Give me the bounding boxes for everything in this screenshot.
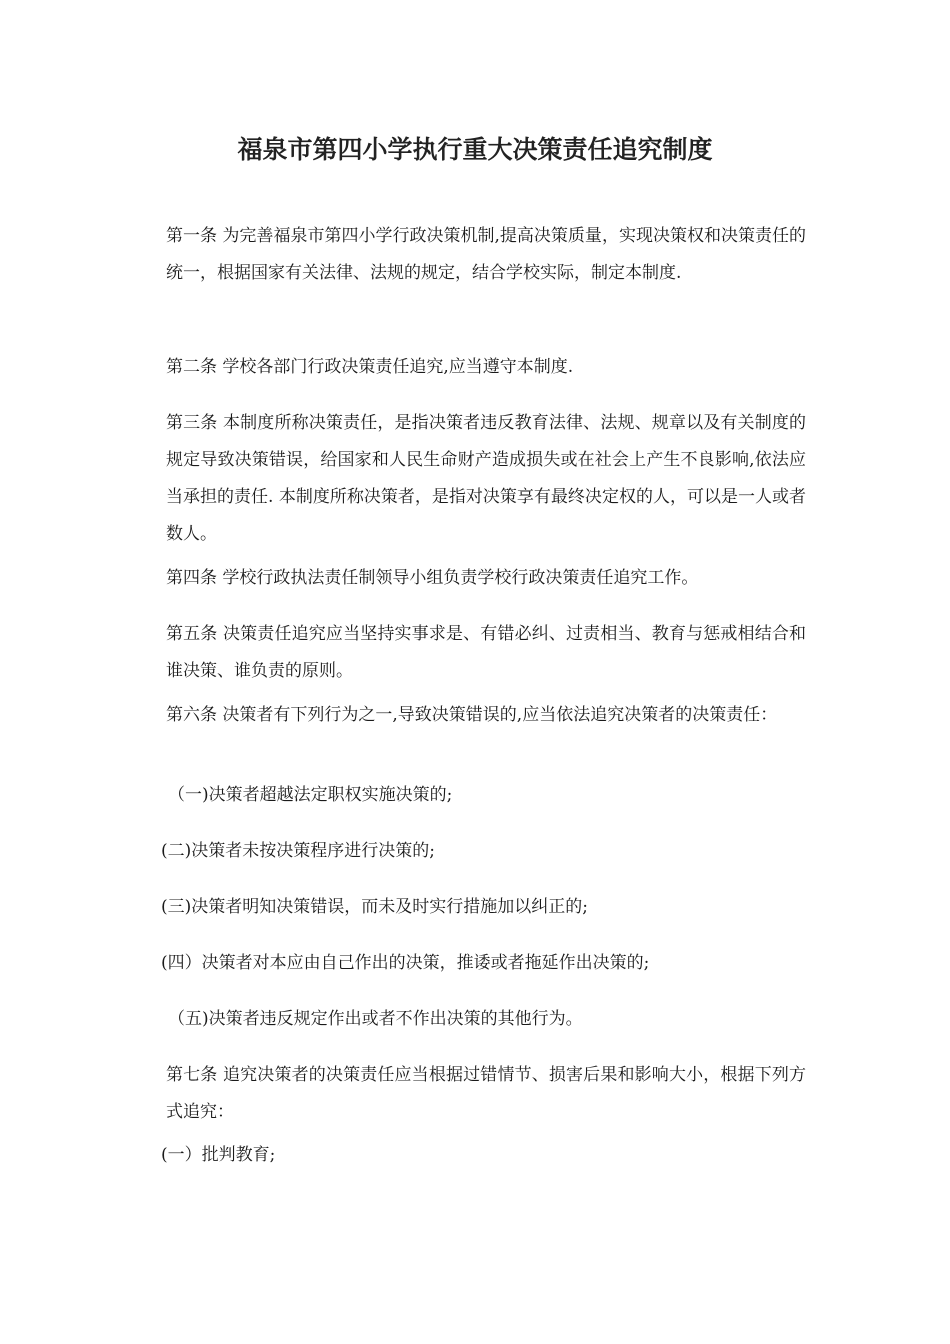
article-7-item-1: (一）批判教育; <box>161 1145 276 1165</box>
article-6-item-3: (三)决策者明知决策错误，而未及时实行措施加以纠正的; <box>161 897 588 917</box>
document-title: 福泉市第四小学执行重大决策责任追究制度 <box>237 135 713 164</box>
article-4: 第四条 学校行政执法责任制领导小组负责学校行政决策责任追究工作。 <box>166 568 699 588</box>
article-6-item-1: （一)决策者超越法定职权实施决策的; <box>168 785 453 805</box>
article-6-item-4: (四）决策者对本应由自己作出的决策，推诿或者拖延作出决策的; <box>161 953 650 973</box>
article-5: 第五条 决策责任追究应当坚持实事求是、有错必纠、过责相当、教育与惩戒相结合和谁决策、谁负责的原则。 <box>166 624 806 681</box>
article-6: 第六条 决策者有下列行为之一,导致决策错误的,应当依法追究决策者的决策责任： <box>166 705 778 725</box>
article-2: 第二条 学校各部门行政决策责任追究,应当遵守本制度. <box>166 357 574 377</box>
article-6-item-5: （五)决策者违反规定作出或者不作出决策的其他行为。 <box>168 1009 583 1029</box>
article-3: 第三条 本制度所称决策责任，是指决策者违反教育法律、法规、规章以及有关制度的规定导致决策错误，给国家和人民生命财产造成损失或在社会上产生不良影响,依法应当承担的责任. 本制度所称决策者，是指对决策享有最终决定权的人，可以是一人或者数人。 <box>166 413 806 544</box>
article-7: 第七条 追究决策者的决策责任应当根据过错情节、损害后果和影响大小，根据下列方式追究： <box>166 1065 806 1122</box>
article-1: 第一条 为完善福泉市第四小学行政决策机制,提高决策质量，实现决策权和决策责任的统一，根据国家有关法律、法规的规定，结合学校实际，制定本制度. <box>166 226 806 283</box>
article-6-item-2: (二)决策者未按决策程序进行决策的; <box>161 841 435 861</box>
